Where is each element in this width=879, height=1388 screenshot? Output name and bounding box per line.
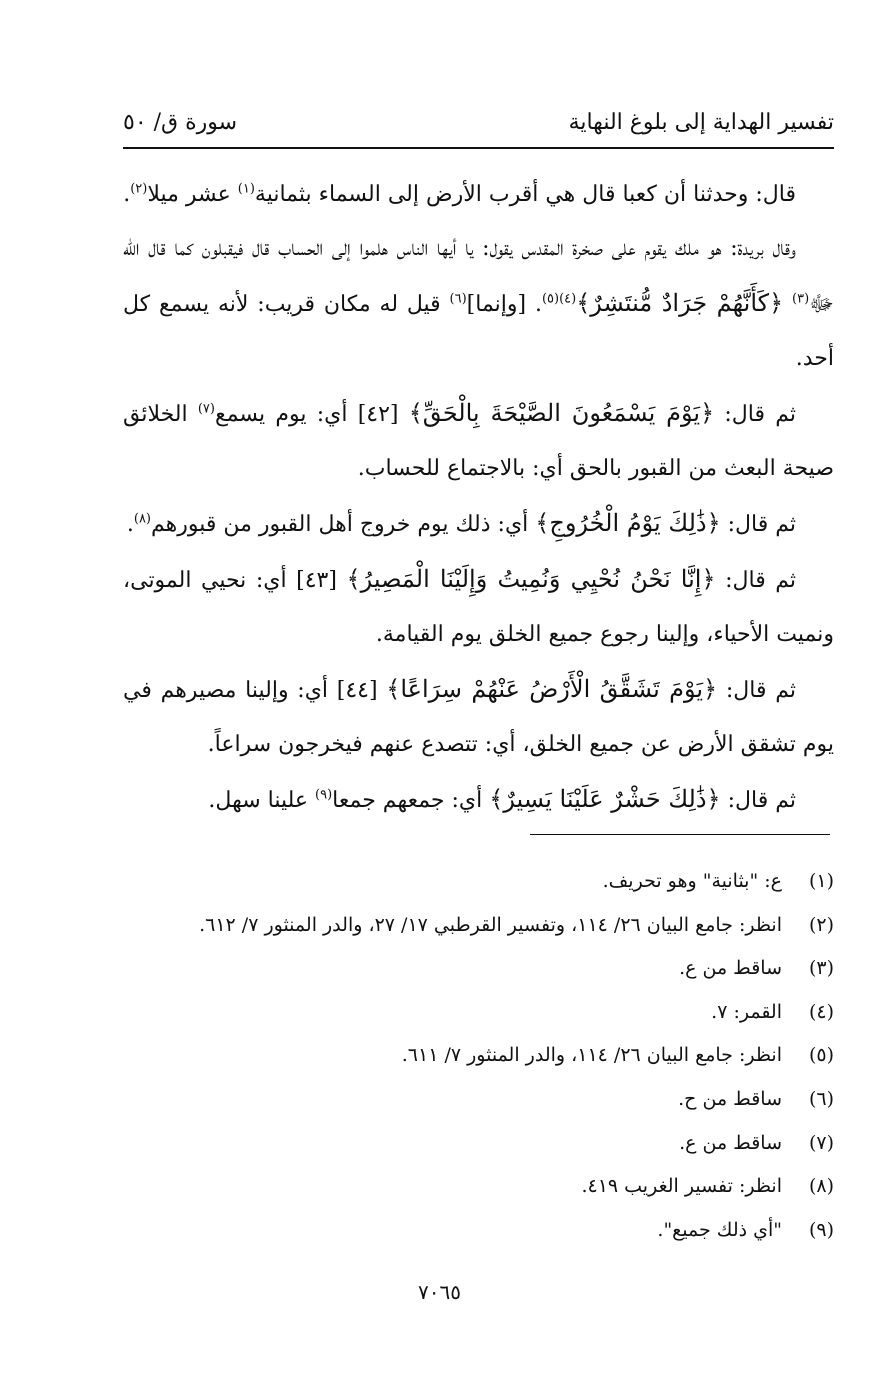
paragraph-6: ثم قال: ﴿يَوْمَ تَشَقَّقُ الْأَرْضُ عَنْهُمْ سِرَاعًا﴾ [٤٤] أي: وإلينا مصيرهم في يوم تشقق الأرض عن جميع الخلق، أي: تتصدع عنهم فيخرجون سراعاً. bbox=[123, 675, 834, 757]
quran-verse: ﴿كَأَنَّهُمْ جَرَادٌ مُّنتَشِرٌ﴾ bbox=[576, 289, 784, 317]
paragraph-1: قال: وحدثنا أن كعبا قال هي أقرب الأرض إلى السماء بثمانية$^{(١)}$ عشر ميلا$^{(٢)}$. bbox=[123, 181, 796, 207]
footnote-ref: (٣) bbox=[792, 291, 810, 307]
footnote-ref: (٥) bbox=[541, 291, 560, 307]
page-number: ٧٠٦٥ bbox=[418, 1280, 461, 1304]
paragraph-3: ثم قال: ﴿يَوْمَ يَسْمَعُونَ الصَّيْحَةَ بِالْحَقِّ﴾ [٤٢] أي: يوم يسمع$^{(٧)}$ الخلائق صيحة البعث من القبور بالحق أي: بالاجتماع للحساب. bbox=[123, 399, 834, 481]
footnote-ref: (٨) bbox=[133, 511, 151, 527]
footnote-item: (١) ع: "بثانية" وهو تحريف. bbox=[602, 870, 834, 892]
footnote-item: (٥) انظر: جامع البيان ٢٦/ ١١٤، والدر المنثور ٧/ ٦١١. bbox=[401, 1044, 834, 1067]
footnote-item: (٧) ساقط من ع. bbox=[679, 1131, 834, 1154]
footnote-ref: (٩) bbox=[315, 787, 333, 803]
quran-verse: ﴿ذَٰلِكَ يَوْمُ الْخُرُوجِ﴾ bbox=[535, 509, 721, 537]
paragraph-4: ثم قال: ﴿ذَٰلِكَ يَوْمُ الْخُرُوجِ﴾ أي: ذلك يوم خروج أهل القبور من قبورهم$^{(٨)}$. bbox=[126, 509, 796, 537]
footnotes bbox=[123, 860, 834, 1252]
quran-verse: ﴿إِنَّا نَحْنُ نُحْيِي وَنُمِيتُ وَإِلَيْنَا الْمَصِيرُ﴾ bbox=[346, 565, 716, 593]
main-text bbox=[123, 168, 834, 828]
paragraph-2: وقال بريدة: هو ملك يقوم على صخرة المقدس يقول: يا أيها الناس هلموا إلى الحساب قال فيقبلون كما قال الله ﷻ$^{(٣)}$ ﴿كَأَنَّهُمْ جَرَادٌ مُّنتَشِرٌ﴾$^{(٤)(٥)}$. [وإنما]$^{(٦)}$ قيل له مكان قريب: لأنه يسمع كل أحد. bbox=[123, 236, 834, 371]
footnote-item: (٨) انظر: تفسير الغريب ٤١٩. bbox=[581, 1175, 834, 1198]
footnote-ref: (١) bbox=[237, 181, 255, 197]
footnote-item: (٢) انظر: جامع البيان ٢٦/ ١١٤، وتفسير القرطبي ١٧/ ٢٧، والدر المنثور ٧/ ٦١٢. bbox=[199, 913, 834, 936]
paragraph-5: ثم قال: ﴿إِنَّا نَحْنُ نُحْيِي وَنُمِيتُ وَإِلَيْنَا الْمَصِيرُ﴾ [٤٣] أي: نحيي الموتى، ونميت الأحياء، وإلينا رجوع جميع الخلق يوم القيامة. bbox=[123, 565, 834, 647]
quran-verse: ﴿ذَٰلِكَ حَشْرٌ عَلَيْنَا يَسِيرٌ﴾ bbox=[489, 785, 721, 813]
paragraph-7: ثم قال: ﴿ذَٰلِكَ حَشْرٌ عَلَيْنَا يَسِيرٌ﴾ أي: جمعهم جمعا$^{(٩)}$ علينا سهل. bbox=[208, 785, 796, 813]
footnote-ref: (٤) bbox=[559, 291, 577, 307]
surah-label: سورة ق/ ٥٠ bbox=[123, 109, 238, 135]
footnote-item: (٦) ساقط من ح. bbox=[678, 1087, 834, 1110]
footnote-item: (٩) "أي ذلك جميع". bbox=[657, 1218, 834, 1241]
footnote-divider bbox=[530, 834, 830, 835]
footnote-ref: (٦) bbox=[449, 291, 467, 307]
footnote-ref: (٧) bbox=[197, 401, 215, 417]
footnote-item: (٤) القمر: ٧. bbox=[711, 1000, 834, 1023]
quran-verse: ﴿يَوْمَ يَسْمَعُونَ الصَّيْحَةَ بِالْحَقِّ﴾ bbox=[408, 399, 715, 427]
page-header bbox=[123, 100, 834, 144]
header-divider bbox=[123, 147, 834, 149]
book-title: تفسير الهداية إلى بلوغ النهاية bbox=[568, 109, 834, 135]
quran-verse: ﴿يَوْمَ تَشَقَّقُ الْأَرْضُ عَنْهُمْ سِرَاعًا﴾ bbox=[386, 675, 718, 703]
footnote-item: (٣) ساقط من ع. bbox=[679, 957, 834, 980]
footnote-ref: (٢) bbox=[130, 181, 148, 197]
